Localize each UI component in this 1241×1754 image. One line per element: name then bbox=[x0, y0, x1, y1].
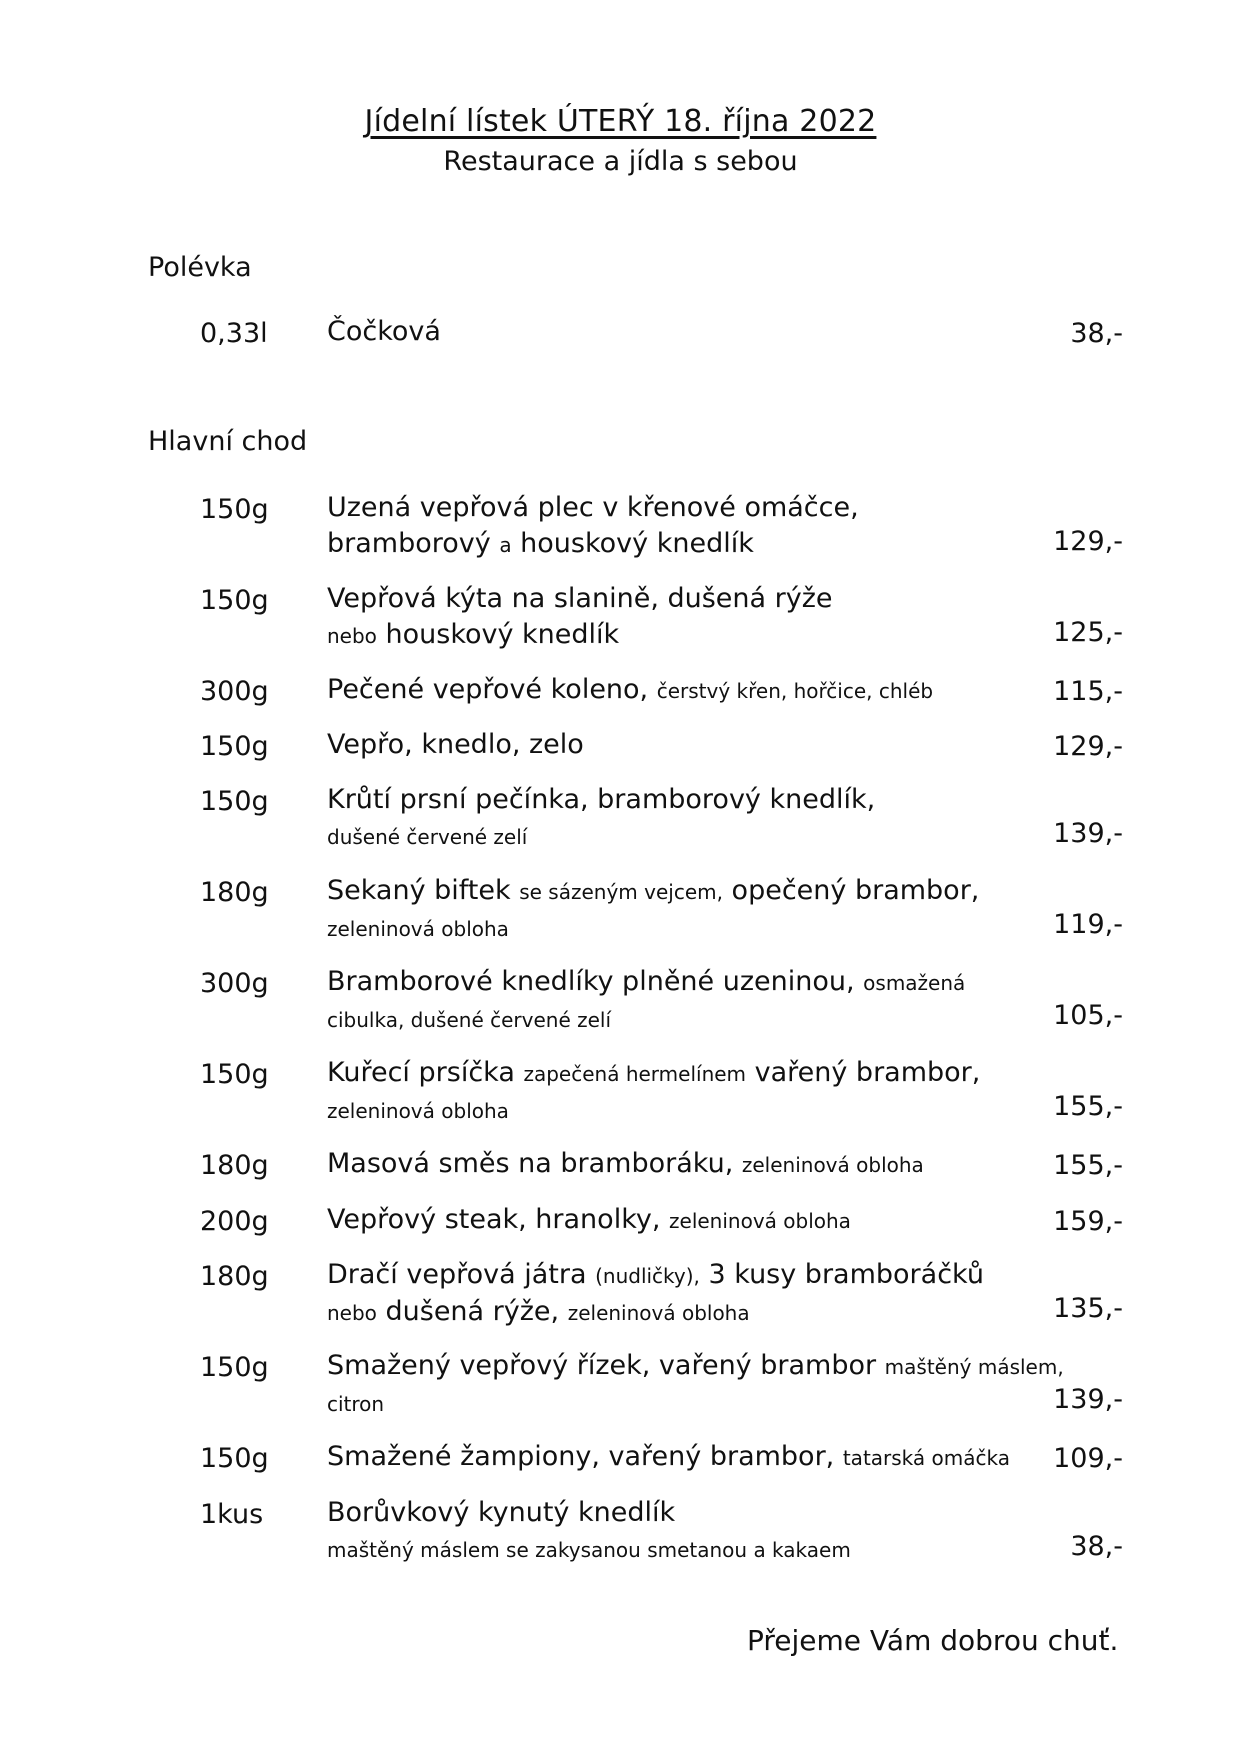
portion-size: 150g bbox=[200, 1352, 269, 1383]
price: 129,- bbox=[1053, 731, 1123, 762]
dish-name-text: Čočková bbox=[327, 316, 441, 347]
price: 115,- bbox=[1053, 676, 1123, 707]
dish-detail-text: zeleninová obloha bbox=[567, 1301, 750, 1325]
dish-line-2 bbox=[327, 526, 1087, 563]
dish-detail-text: (nudličky), bbox=[595, 1264, 700, 1288]
dish-detail-text: cibulka, dušené červené zelí bbox=[327, 1008, 612, 1032]
dish-name-text: Dračí vepřová játra bbox=[327, 1259, 596, 1290]
dish-detail-text: citron bbox=[327, 1392, 385, 1416]
portion-size: 180g bbox=[200, 877, 269, 908]
dish-line-2 bbox=[327, 1294, 1087, 1331]
dish-description bbox=[327, 964, 1087, 1038]
portion-size: 150g bbox=[200, 1443, 269, 1474]
dish-detail-text: maštěný máslem, bbox=[884, 1355, 1064, 1379]
dish-line-1 bbox=[327, 1146, 1087, 1183]
dish-detail-text: maštěný máslem se zakysanou smetanou a kakaem bbox=[327, 1538, 851, 1562]
portion-size: 150g bbox=[200, 731, 269, 762]
page-title: Jídelní lístek ÚTERÝ 18. října 2022 bbox=[364, 104, 877, 139]
dish-line-1 bbox=[327, 727, 1087, 763]
portion-size: 200g bbox=[200, 1206, 269, 1237]
dish-name-text: Uzená vepřová plec v křenové omáčce, bbox=[327, 492, 859, 523]
dish-line-1 bbox=[327, 490, 1087, 526]
section-heading-main: Hlavní chod bbox=[148, 426, 308, 457]
price: 109,- bbox=[1053, 1443, 1123, 1474]
dish-name-text: Vepřový steak, hranolky, bbox=[327, 1204, 670, 1235]
dish-name-text: Borůvkový kynutý knedlík bbox=[327, 1497, 676, 1528]
dish-line-2 bbox=[327, 1092, 1087, 1129]
dish-line-2 bbox=[327, 617, 1087, 654]
dish-name-text: houskový knedlík bbox=[511, 528, 754, 559]
dish-name-text: Smažené žampiony, vařený brambor, bbox=[327, 1441, 843, 1472]
dish-line-1 bbox=[327, 1257, 1087, 1294]
dish-line-1 bbox=[327, 1348, 1087, 1385]
portion-size: 180g bbox=[200, 1261, 269, 1292]
dish-name-text: Kuřecí prsíčka bbox=[327, 1057, 524, 1088]
price: 139,- bbox=[1053, 1384, 1123, 1415]
dish-line-1 bbox=[327, 1202, 1087, 1239]
dish-detail-text: zeleninová obloha bbox=[741, 1153, 924, 1177]
dish-name-text: Bramborové knedlíky plněné uzeninou, bbox=[327, 966, 864, 997]
dish-description bbox=[327, 1146, 1087, 1183]
dish-line-1 bbox=[327, 314, 1087, 350]
dish-line-1 bbox=[327, 672, 1087, 709]
portion-size: 150g bbox=[200, 494, 269, 525]
dish-description bbox=[327, 1439, 1087, 1476]
dish-detail-text: zeleninová obloha bbox=[327, 917, 509, 941]
price: 155,- bbox=[1053, 1091, 1123, 1122]
dish-line-1 bbox=[327, 581, 1087, 617]
portion-size: 150g bbox=[200, 1059, 269, 1090]
dish-description bbox=[327, 1055, 1087, 1129]
dish-detail-text: nebo bbox=[327, 624, 377, 648]
price: 38,- bbox=[1070, 318, 1123, 349]
portion-size: 180g bbox=[200, 1150, 269, 1181]
dish-name-text: vařený brambor, bbox=[746, 1057, 981, 1088]
price: 38,- bbox=[1070, 1531, 1123, 1562]
dish-detail-text: zeleninová obloha bbox=[669, 1209, 851, 1233]
dish-line-2 bbox=[327, 818, 1087, 855]
dish-name-text: opečený brambor, bbox=[722, 875, 980, 906]
dish-name-text: Sekaný biftek bbox=[327, 875, 520, 906]
dish-detail-text: čerstvý křen, hořčice, chléb bbox=[656, 679, 934, 703]
dish-name-text: Pečené vepřové koleno, bbox=[327, 674, 657, 705]
portion-size: 150g bbox=[200, 786, 269, 817]
dish-name-text: Smažený vepřový řízek, vařený brambor bbox=[327, 1350, 885, 1381]
dish-line-1 bbox=[327, 1055, 1087, 1092]
dish-description bbox=[327, 1257, 1087, 1331]
dish-line-1 bbox=[327, 782, 1087, 818]
dish-detail-text: dušené červené zelí bbox=[327, 825, 528, 849]
portion-size: 150g bbox=[200, 585, 269, 616]
dish-description bbox=[327, 873, 1087, 947]
portion-size: 300g bbox=[200, 676, 269, 707]
price: 125,- bbox=[1053, 617, 1123, 648]
price: 159,- bbox=[1053, 1206, 1123, 1237]
footer-greeting: Přejeme Vám dobrou chuť. bbox=[747, 1624, 1119, 1657]
dish-detail-text: zeleninová obloha bbox=[327, 1099, 509, 1123]
dish-name-text: 3 kusy bramboráčků bbox=[699, 1259, 984, 1290]
dish-description bbox=[327, 782, 1087, 855]
dish-name-text: bramborový bbox=[327, 528, 500, 559]
dish-detail-text: a bbox=[499, 533, 512, 557]
price: 139,- bbox=[1053, 818, 1123, 849]
dish-line-1 bbox=[327, 964, 1087, 1001]
dish-detail-text: nebo bbox=[327, 1301, 377, 1325]
dish-line-2 bbox=[327, 1531, 1087, 1568]
dish-line-2 bbox=[327, 910, 1087, 947]
price: 119,- bbox=[1053, 909, 1123, 940]
price: 155,- bbox=[1053, 1150, 1123, 1181]
dish-name-text: Vepřová kýta na slanině, dušená rýže bbox=[327, 583, 833, 614]
dish-name-text: dušená rýže, bbox=[376, 1296, 568, 1327]
dish-description bbox=[327, 727, 1087, 763]
dish-line-2 bbox=[327, 1001, 1087, 1038]
dish-description bbox=[327, 1495, 1087, 1568]
dish-detail-text: se sázeným vejcem, bbox=[519, 880, 723, 904]
dish-line-1 bbox=[327, 873, 1087, 910]
price: 105,- bbox=[1053, 1000, 1123, 1031]
page-subtitle: Restaurace a jídla s sebou bbox=[443, 146, 798, 177]
portion-size: 300g bbox=[200, 968, 269, 999]
dish-name-text: Vepřo, knedlo, zelo bbox=[327, 729, 584, 760]
dish-detail-text: zapečená hermelínem bbox=[523, 1062, 747, 1086]
dish-description bbox=[327, 490, 1087, 563]
dish-detail-text: tatarská omáčka bbox=[842, 1446, 1010, 1470]
dish-description bbox=[327, 581, 1087, 654]
dish-line-1 bbox=[327, 1439, 1087, 1476]
dish-description bbox=[327, 314, 1087, 350]
dish-line-2 bbox=[327, 1385, 1087, 1422]
dish-description bbox=[327, 1202, 1087, 1239]
dish-name-text: Masová směs na bramboráku, bbox=[327, 1148, 742, 1179]
portion-size: 0,33l bbox=[200, 318, 268, 349]
portion-size: 1kus bbox=[200, 1499, 264, 1530]
dish-line-1 bbox=[327, 1495, 1087, 1531]
dish-description bbox=[327, 672, 1087, 709]
dish-description bbox=[327, 1348, 1087, 1422]
dish-name-text: Krůtí prsní pečínka, bramborový knedlík, bbox=[327, 784, 876, 815]
dish-detail-text: osmažená bbox=[863, 971, 966, 995]
price: 135,- bbox=[1053, 1293, 1123, 1324]
section-heading-soup: Polévka bbox=[148, 252, 252, 283]
price: 129,- bbox=[1053, 526, 1123, 557]
dish-name-text: houskový knedlík bbox=[376, 619, 620, 650]
